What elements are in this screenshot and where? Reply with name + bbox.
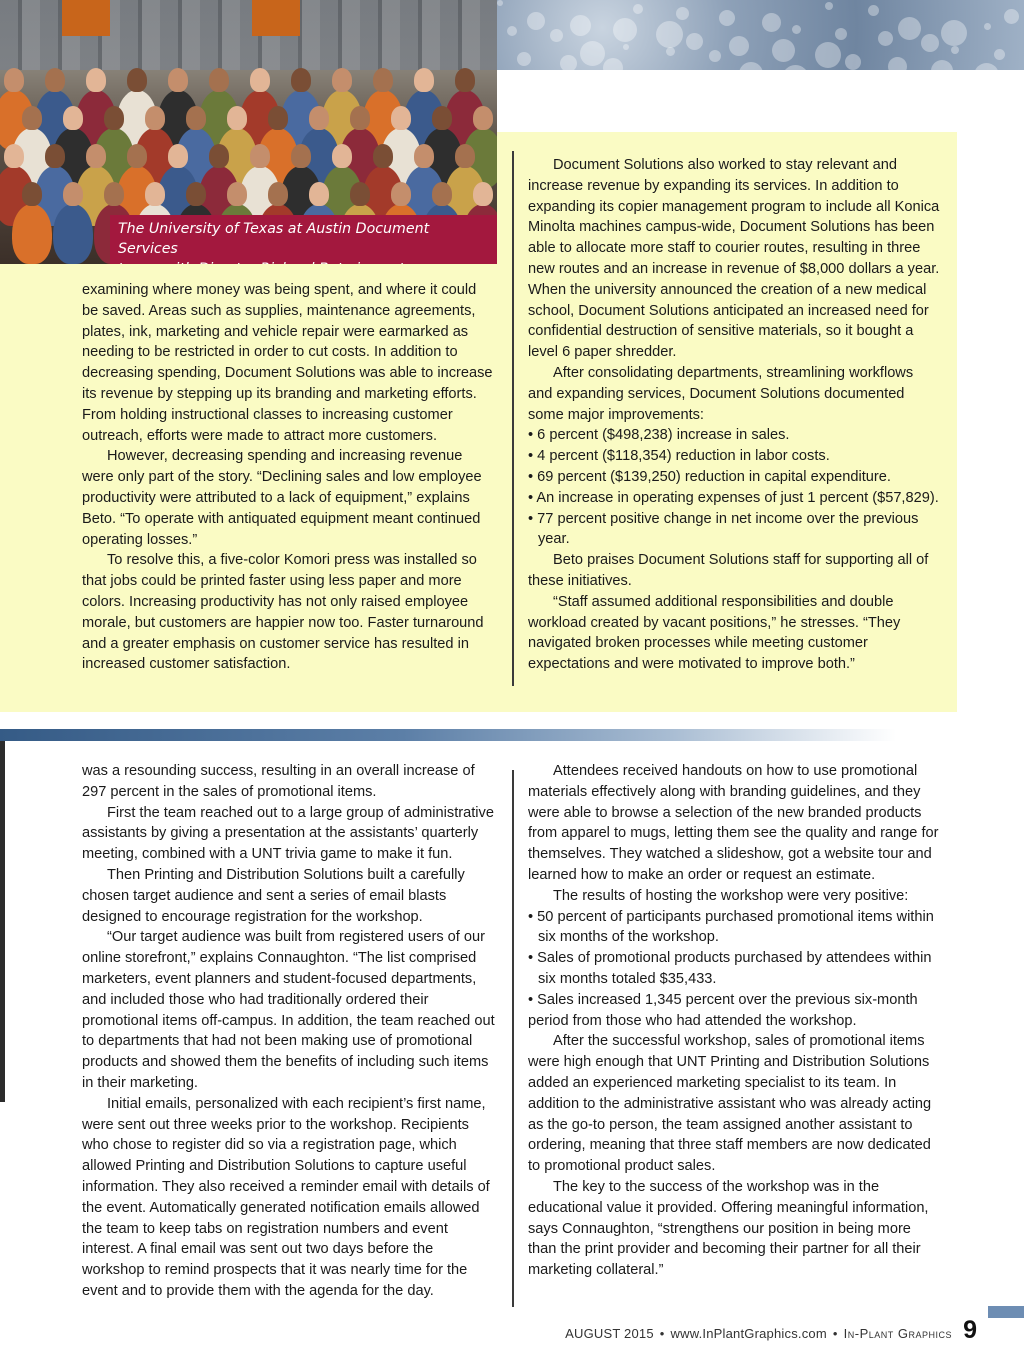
photo-figure-head <box>45 144 65 168</box>
texture-speck <box>550 29 563 42</box>
photo-figure-head <box>268 182 288 206</box>
paragraph: “Our target audience was built from registered users of our online storefront,” explains Connaughton. “The list comprised marketers, event planners and student-focused departments, and included those who had traditionally ordered their promotional items off-campus. In addition, the team reached out to departments that had not been making use of promotional products and showed them the benefits of including such items in their marketing. <box>82 929 495 1091</box>
list-item-continued: period from those who had attended the workshop. <box>528 1012 857 1029</box>
texture-speck <box>941 20 967 46</box>
texture-speck <box>613 18 637 42</box>
photo-figure-head <box>250 68 270 92</box>
photo-figure-head <box>414 68 434 92</box>
texture-speck <box>570 15 591 36</box>
paragraph: examining where money was being spent, and where it could be saved. Areas such as supplies, maintenance agreements, plates, ink, marketing and vehicle repair were earmarked as needing to be restricted in order to cut costs. In addition to decreasing spending, Document Solutions was able to increase its revenue by stepping up its branding and marketing efforts. From holding instructional classes to increasing customer outreach, efforts were made to attract more customers. <box>82 282 493 444</box>
paragraph: “Staff assumed additional responsibilities and double workload created by vacant positions,” he stresses. “They navigated broken processes while meeting customer expectations and were motivated to improve both.” <box>528 593 901 673</box>
top-left-column <box>82 280 496 675</box>
photo-figure-head <box>432 182 452 206</box>
photo-figure-head <box>473 182 493 206</box>
photo-figure <box>12 204 52 264</box>
texture-speck <box>931 60 953 70</box>
paragraph: Beto praises Document Solutions staff for supporting all of these initiatives. <box>528 552 929 589</box>
paragraph: First the team reached out to a large group of administrative assistants by giving a presentation at the assistants’ quarterly meeting, combined with a UNT trivia game to make it fun. <box>82 804 494 863</box>
photo-figure-head <box>63 182 83 206</box>
list-item: • 4 percent ($118,354) reduction in labor costs. <box>528 448 830 465</box>
texture-speck <box>729 36 749 56</box>
texture-speck <box>994 49 1005 60</box>
paragraph: However, decreasing spending and increasing revenue were only part of the story. “Declining sales and low employee productivity were attributed to a lack of equipment,” explains Beto. “To operate with antiquated equipment meant continued operating losses.” <box>82 448 482 548</box>
photo-figure-head <box>350 182 370 206</box>
photo-figure-head <box>227 182 247 206</box>
photo-figure-head <box>391 106 411 130</box>
texture-speck <box>1004 9 1019 24</box>
texture-speck <box>507 26 517 36</box>
texture-speck <box>719 10 735 26</box>
bottom-right-column <box>528 761 942 1281</box>
texture-speck <box>898 17 921 40</box>
photo-figure-head <box>4 68 24 92</box>
photo-figure-head <box>350 106 370 130</box>
photo-figure-head <box>209 68 229 92</box>
photo-caption <box>110 215 497 264</box>
photo-figure-head <box>4 144 24 168</box>
photo-figure-head <box>104 106 124 130</box>
issue-date: AUGUST 2015 <box>565 1326 654 1341</box>
separator-dot: • <box>659 1326 665 1341</box>
photo-figure-head <box>86 68 106 92</box>
list-item: • 6 percent ($498,238) increase in sales. <box>528 427 790 444</box>
column-rule-top <box>512 151 514 686</box>
top-right-column <box>528 155 940 675</box>
texture-speck <box>709 50 721 62</box>
texture-speck <box>921 34 939 52</box>
divider-edge <box>0 741 5 1102</box>
texture-speck <box>974 63 999 70</box>
photo-figure-head <box>250 144 270 168</box>
list-item: • An increase in operating expenses of just 1 percent ($57,829). <box>528 489 939 506</box>
texture-speck <box>580 41 605 66</box>
paragraph: was a resounding success, resulting in an overall increase of 297 percent in the sales of promotional items. <box>82 763 475 800</box>
caption-line-1: The University of Texas at Austin Document Services <box>118 221 430 257</box>
photo-figure-head <box>104 182 124 206</box>
photo-figure-head <box>63 106 83 130</box>
paragraph: The results of hosting the workshop were very positive: <box>553 887 909 904</box>
texture-speck <box>772 39 795 62</box>
list-item: • 50 percent of participants purchased promotional items within six months of the workshop. <box>528 908 934 946</box>
texture-speck <box>878 31 893 46</box>
texture-speck <box>633 4 643 14</box>
texture-speck <box>782 65 809 70</box>
photo-figure-head <box>45 68 65 92</box>
page-number: 9 <box>963 1316 977 1344</box>
texture-speck <box>825 2 833 10</box>
paragraph: Then Printing and Distribution Solutions built a carefully chosen target audience and sent a series of email blasts designed to encourage registration for the workshop. <box>82 866 465 925</box>
photo-figure-head <box>291 144 311 168</box>
texture-speck <box>623 44 629 50</box>
texture-speck <box>815 42 841 68</box>
list-item: • Sales of promotional products purchased by attendees within six months totaled $35,433. <box>528 950 932 987</box>
texture-speck <box>497 0 503 6</box>
photo-figure-head <box>309 182 329 206</box>
texture-speck <box>888 57 907 70</box>
texture-speck <box>845 54 861 70</box>
photo-figure-head <box>127 144 147 168</box>
texture-speck <box>686 33 703 50</box>
texture-speck <box>835 28 847 40</box>
paragraph: Document Solutions also worked to stay relevant and increase revenue by expanding its services. In addition to expanding its copier management program to include all Konica Minolta machines campus-wide, Document Solutions has been able to allocate more staff to courier routes, resulting in three new routes and an increase in revenue of $8,000 dollars a year. When the university announced the creation of a new medical school, Document Solutions anticipated an increased need for confidential destruction of sensitive materials, so it bought a level 6 paper shredder. <box>528 157 940 361</box>
corner-accent <box>988 1306 1024 1318</box>
photo-figure-head <box>332 144 352 168</box>
photo-figure-head <box>227 106 247 130</box>
texture-speck <box>762 13 781 32</box>
photo-figure-head <box>22 182 42 206</box>
photo-figure-head <box>22 106 42 130</box>
paragraph: Initial emails, personalized with each recipient’s first name, were sent out three weeks prior to the workshop. Recipients who chose to register did so via a registration page, which allowed Printing and Distribution Solutions to capture useful information. They also received a reminder email with details of the event. Automatically generated notification emails allowed the team to keep tabs on registration numbers and event interest. A final email was sent out two days before the workshop to remind prospects that it was nearly time for the event and to provide them with the agenda for the day. <box>82 1095 490 1299</box>
page-footer <box>565 1326 952 1341</box>
section-divider <box>0 729 896 741</box>
publication-name: In-Plant Graphics <box>843 1326 952 1341</box>
header-texture <box>497 0 1024 70</box>
photo-figure-head <box>127 68 147 92</box>
bottom-left-column <box>82 761 496 1302</box>
photo-figure-head <box>209 144 229 168</box>
paragraph: After consolidating departments, streamlining workflows and expanding services, Document Solutions documented some major improvements: <box>528 364 914 423</box>
website-url: www.InPlantGraphics.com <box>670 1326 827 1341</box>
photo-figure-head <box>168 144 188 168</box>
list-item: • 77 percent positive change in net income over the previous year. <box>528 510 919 548</box>
texture-speck <box>666 47 675 56</box>
paragraph: After the successful workshop, sales of promotional items were high enough that UNT Printing and Distribution Solutions added an experienced marketing specialist to its team. In addition to the administrative assistant who was already acting as the go-to person, the team assigned another assistant to ordering, meaning that three staff members are now dedicated to promotional product sales. <box>528 1033 932 1175</box>
paragraph: Attendees received handouts on how to use promotional materials effectively along with branding guidelines, and they were able to browse a selection of the new branded products from apparel to mugs, letting them see the quality and range for themselves. They watched a slideshow, got a website tour and learned how to make an order or request an estimate. <box>528 763 939 883</box>
texture-speck <box>560 55 577 70</box>
texture-speck <box>739 62 763 70</box>
photo-figure-head <box>168 68 188 92</box>
texture-speck <box>676 7 689 20</box>
texture-speck <box>527 12 545 30</box>
photo-figure-head <box>391 182 411 206</box>
photo-figure-head <box>186 182 206 206</box>
photo-figure-head <box>186 106 206 130</box>
photo-figure-head <box>145 106 165 130</box>
photo-figure-head <box>291 68 311 92</box>
photo-figure-head <box>432 106 452 130</box>
list-item: • Sales increased 1,345 percent over the previous six-month <box>528 991 918 1008</box>
photo-figure <box>53 204 93 264</box>
texture-speck <box>517 52 531 66</box>
texture-speck <box>603 58 623 70</box>
texture-speck <box>984 23 991 30</box>
texture-speck <box>792 25 801 34</box>
separator-dot: • <box>832 1326 838 1341</box>
photo-figure-head <box>455 68 475 92</box>
texture-speck <box>868 5 879 16</box>
paragraph: To resolve this, a five-color Komori press was installed so that jobs could be printed faster using less paper and more colors. Increasing productivity has not only raised employee morale, but customers are happier now too. Faster turnaround and a greater emphasis on customer service has resulted in increased customer satisfaction. <box>82 552 484 673</box>
column-rule-bottom <box>512 770 514 1307</box>
texture-speck <box>656 21 683 48</box>
texture-speck <box>951 46 959 54</box>
list-item: • 69 percent ($139,250) reduction in capital expenditure. <box>528 468 891 485</box>
photo-figure-head <box>373 144 393 168</box>
photo-figure-head <box>473 106 493 130</box>
photo-figure-head <box>414 144 434 168</box>
photo-figure-head <box>332 68 352 92</box>
photo-figure-head <box>373 68 393 92</box>
photo-figure-head <box>268 106 288 130</box>
photo-figure-head <box>86 144 106 168</box>
photo-figure-head <box>309 106 329 130</box>
paragraph: The key to the success of the workshop was in the educational value it provided. Offering meaningful information, says Connaughton, “strengthens our position in being more than the print provider and becoming their partner for all their marketing collateral.” <box>528 1178 929 1279</box>
photo-figure-head <box>455 144 475 168</box>
photo-figure-head <box>145 182 165 206</box>
